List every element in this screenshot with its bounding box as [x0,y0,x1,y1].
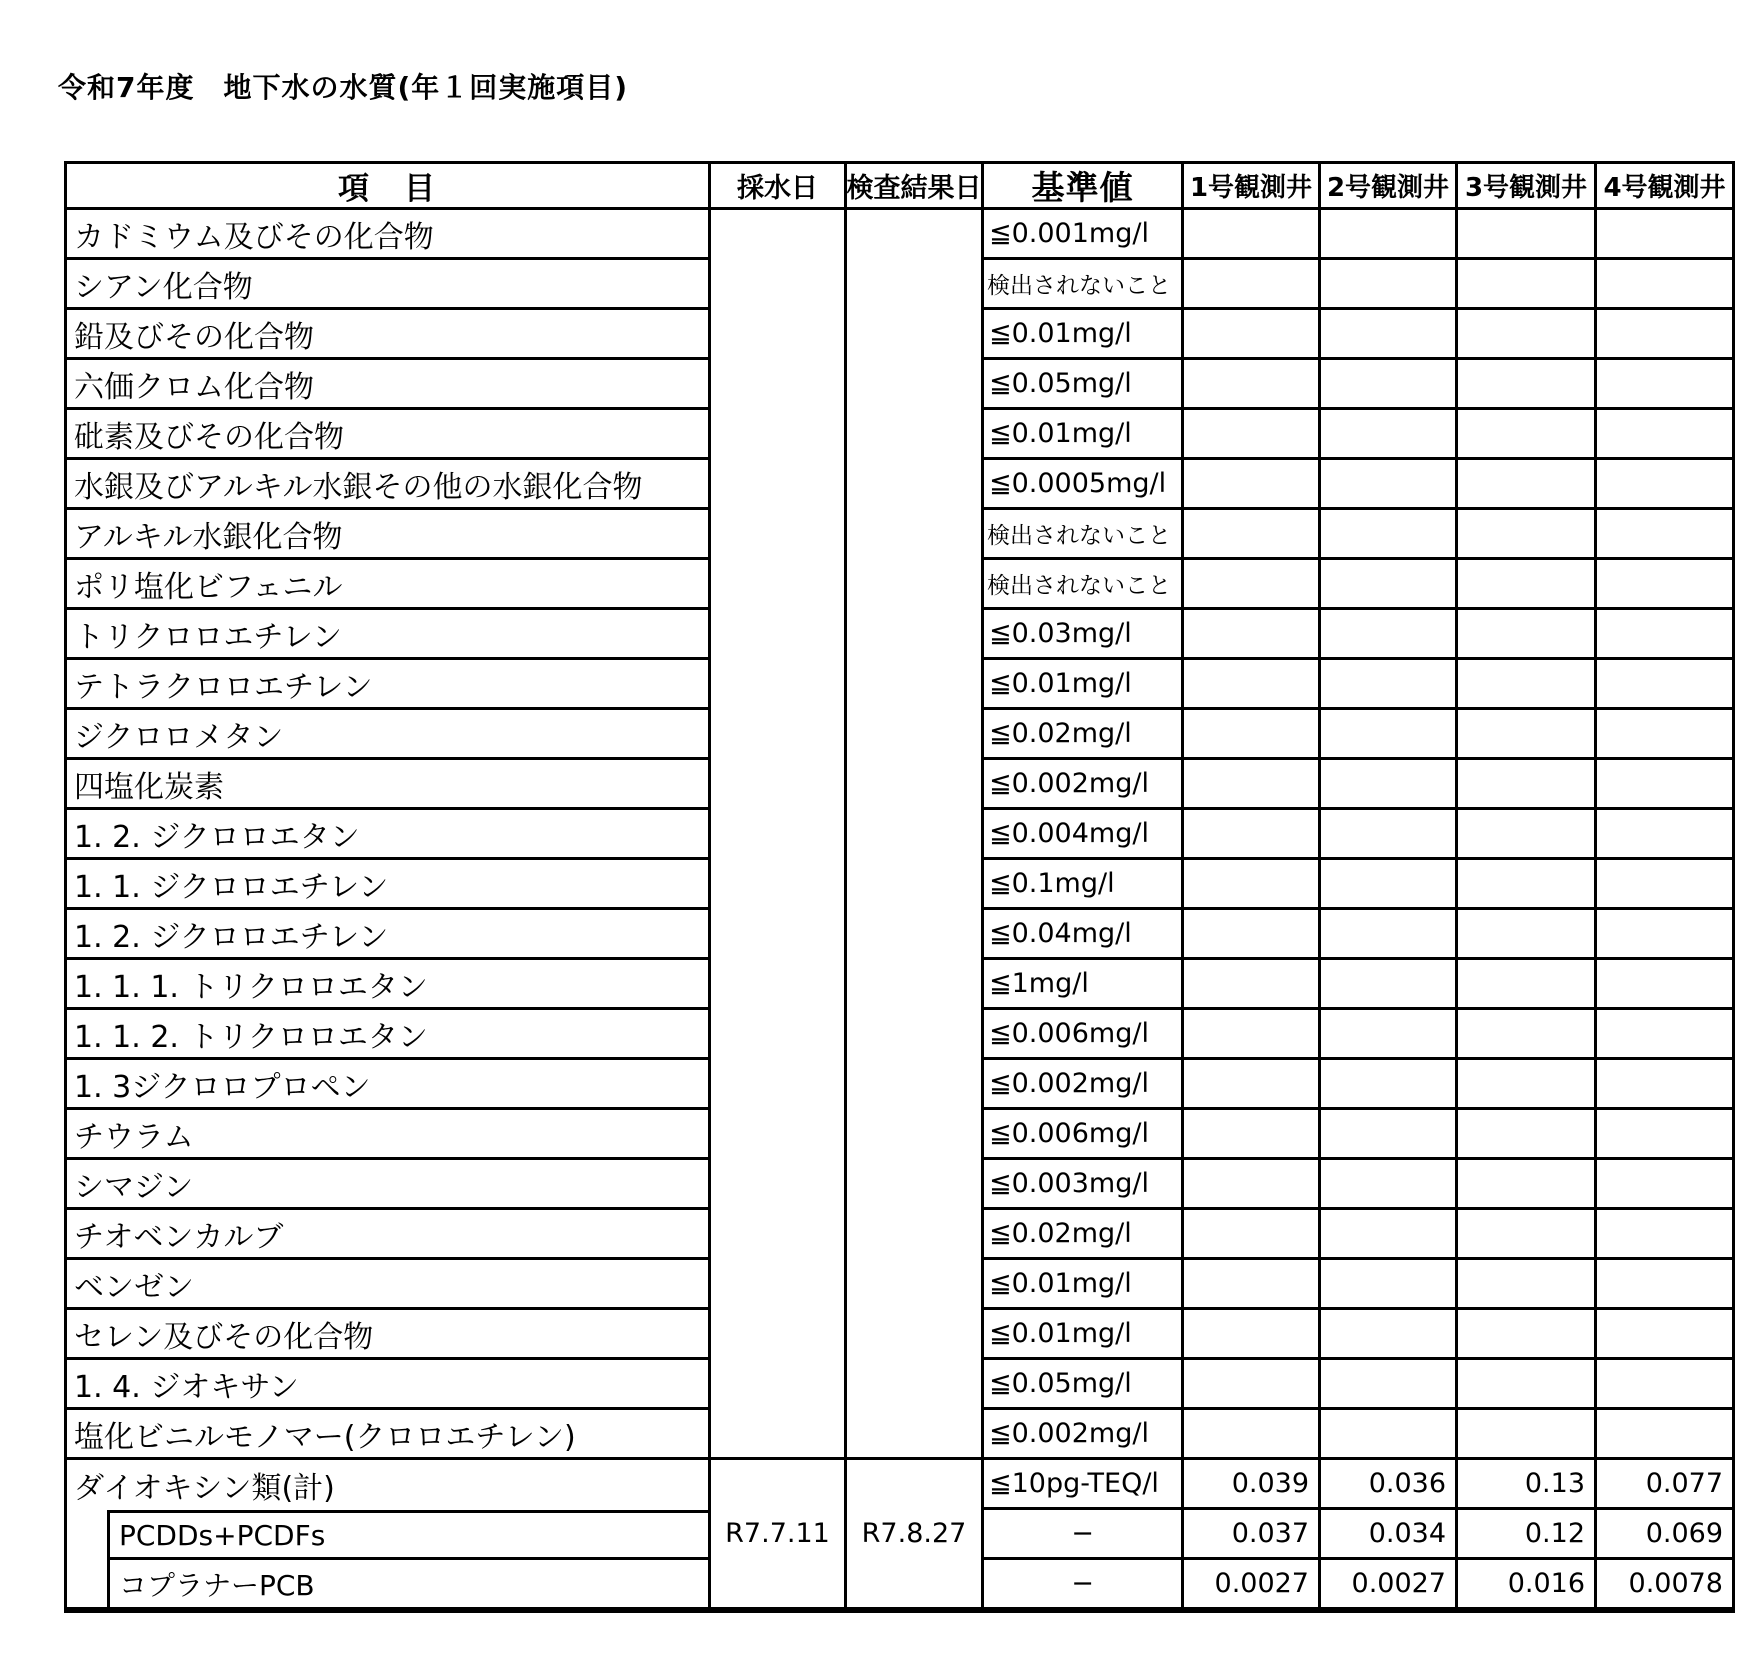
well-2-value [1321,960,1458,1010]
sub-item-name: PCDDs+PCDFs [110,1510,711,1560]
standard-value: ≦0.002mg/l [984,1060,1184,1110]
item-name: シアン化合物 [67,260,711,310]
item-name: 1. 3ジクロロプロペン [67,1060,711,1110]
well-1-value [1184,610,1321,660]
well-3-value [1458,1410,1597,1460]
well-1-value [1184,1210,1321,1260]
standard-value: ≦0.1mg/l [984,860,1184,910]
well-1-value [1184,910,1321,960]
well-1-value [1184,1360,1321,1410]
well-2-value [1321,410,1458,460]
well-3-value [1458,560,1597,610]
well-3-value [1458,760,1597,810]
standard-value: ≦0.05mg/l [984,360,1184,410]
water-quality-table [64,161,1735,1613]
well-1-value [1184,860,1321,910]
standard-value: ≦0.05mg/l [984,1360,1184,1410]
well-4-value [1597,460,1732,510]
well-3-value [1458,210,1597,260]
col-header-well-3: 3号観測井 [1458,164,1597,210]
well-2-value [1321,1160,1458,1210]
well-3-value [1458,1010,1597,1060]
well-4-value [1597,810,1732,860]
well-1-value [1184,1160,1321,1210]
well-4-value [1597,560,1732,610]
well-4-value: 0.0078 [1597,1560,1732,1610]
standard-value: 検出されないこと [984,260,1184,310]
standard-value: ≦0.0005mg/l [984,460,1184,510]
well-2-value [1321,660,1458,710]
well-3-value: 0.016 [1458,1560,1597,1610]
standard-value: ≦0.01mg/l [984,410,1184,460]
item-name: ポリ塩化ビフェニル [67,560,711,610]
well-4-value [1597,1160,1732,1210]
well-4-value: 0.069 [1597,1510,1732,1560]
item-name: カドミウム及びその化合物 [67,210,711,260]
well-2-value [1321,760,1458,810]
standard-value: ≦0.02mg/l [984,710,1184,760]
item-name: トリクロロエチレン [67,610,711,660]
well-2-value [1321,210,1458,260]
well-4-value [1597,760,1732,810]
item-name: 1. 1. 1. トリクロロエタン [67,960,711,1010]
well-1-value [1184,960,1321,1010]
standard-value: ≦0.02mg/l [984,1210,1184,1260]
col-header-sampling-date: 採水日 [711,164,847,210]
well-1-value [1184,1010,1321,1060]
well-1-value [1184,1260,1321,1310]
well-1-value [1184,1310,1321,1360]
well-2-value [1321,560,1458,610]
well-2-value [1321,1260,1458,1310]
well-3-value: 0.13 [1458,1460,1597,1510]
dioxin-indent-cell [67,1510,110,1610]
item-name: 四塩化炭素 [67,760,711,810]
well-1-value [1184,210,1321,260]
well-3-value [1458,1360,1597,1410]
well-2-value [1321,510,1458,560]
well-1-value [1184,360,1321,410]
well-1-value [1184,660,1321,710]
well-4-value [1597,510,1732,560]
well-2-value [1321,310,1458,360]
well-2-value [1321,860,1458,910]
well-3-value [1458,660,1597,710]
well-1-value: 0.039 [1184,1460,1321,1510]
result-date-cell [847,210,984,1460]
item-name: シマジン [67,1160,711,1210]
col-header-well-4: 4号観測井 [1597,164,1732,210]
well-4-value [1597,1360,1732,1410]
well-3-value [1458,610,1597,660]
well-2-value [1321,1060,1458,1110]
well-1-value [1184,460,1321,510]
standard-value: ≦10pg-TEQ/l [984,1460,1184,1510]
well-3-value [1458,360,1597,410]
well-2-value: 0.0027 [1321,1560,1458,1610]
standard-value: ≦0.002mg/l [984,1410,1184,1460]
well-4-value [1597,1110,1732,1160]
well-1-value [1184,560,1321,610]
well-3-value [1458,510,1597,560]
result-date-value: R7.8.27 [847,1460,984,1610]
well-2-value [1321,260,1458,310]
item-name: 1. 2. ジクロロエタン [67,810,711,860]
well-4-value [1597,260,1732,310]
well-3-value [1458,710,1597,760]
well-1-value [1184,260,1321,310]
well-1-value [1184,810,1321,860]
well-1-value [1184,510,1321,560]
sub-item-name: コプラナーPCB [110,1560,711,1610]
item-name: 1. 2. ジクロロエチレン [67,910,711,960]
well-2-value [1321,1010,1458,1060]
standard-value: 検出されないこと [984,560,1184,610]
standard-value: ≦0.01mg/l [984,310,1184,360]
standard-value: ≦0.003mg/l [984,1160,1184,1210]
well-3-value [1458,410,1597,460]
well-3-value [1458,910,1597,960]
standard-value: ≦0.03mg/l [984,610,1184,660]
well-2-value [1321,1210,1458,1260]
well-2-value: 0.036 [1321,1460,1458,1510]
standard-value: ≦0.004mg/l [984,810,1184,860]
well-1-value: 0.037 [1184,1510,1321,1560]
well-4-value [1597,860,1732,910]
standard-value: ≦0.01mg/l [984,1260,1184,1310]
well-4-value [1597,610,1732,660]
standard-value: − [984,1560,1184,1610]
well-3-value [1458,310,1597,360]
well-4-value [1597,960,1732,1010]
well-4-value [1597,710,1732,760]
item-name: チウラム [67,1110,711,1160]
well-2-value [1321,810,1458,860]
standard-value: ≦0.01mg/l [984,1310,1184,1360]
item-name-dioxin-total: ダイオキシン類(計) [67,1460,711,1510]
col-header-result-date: 検査結果日 [847,164,984,210]
item-name: 砒素及びその化合物 [67,410,711,460]
well-1-value [1184,1410,1321,1460]
well-3-value [1458,1160,1597,1210]
well-4-value [1597,1410,1732,1460]
well-2-value: 0.034 [1321,1510,1458,1560]
well-4-value [1597,1060,1732,1110]
standard-value: ≦0.006mg/l [984,1010,1184,1060]
col-header-well-1: 1号観測井 [1184,164,1321,210]
item-name: 塩化ビニルモノマー(クロロエチレン) [67,1410,711,1460]
item-name: 1. 1. ジクロロエチレン [67,860,711,910]
well-2-value [1321,1110,1458,1160]
well-4-value [1597,660,1732,710]
item-name: アルキル水銀化合物 [67,510,711,560]
well-2-value [1321,1360,1458,1410]
well-1-value [1184,710,1321,760]
well-2-value [1321,910,1458,960]
well-1-value [1184,1060,1321,1110]
well-4-value [1597,360,1732,410]
page-title: 令和7年度 地下水の水質(年１回実施項目) [58,71,629,104]
well-3-value [1458,810,1597,860]
well-2-value [1321,610,1458,660]
well-3-value [1458,1060,1597,1110]
well-4-value: 0.077 [1597,1460,1732,1510]
standard-value: ≦1mg/l [984,960,1184,1010]
well-3-value [1458,860,1597,910]
well-4-value [1597,210,1732,260]
well-2-value [1321,710,1458,760]
standard-value: ≦0.006mg/l [984,1110,1184,1160]
well-3-value [1458,1110,1597,1160]
well-3-value [1458,1260,1597,1310]
item-name: 水銀及びアルキル水銀その他の水銀化合物 [67,460,711,510]
col-header-standard: 基準値 [984,164,1184,210]
well-3-value [1458,260,1597,310]
well-4-value [1597,1260,1732,1310]
sampling-date-value: R7.7.11 [711,1460,847,1610]
item-name: ベンゼン [67,1260,711,1310]
well-4-value [1597,1310,1732,1360]
well-3-value [1458,1310,1597,1360]
well-1-value [1184,310,1321,360]
well-4-value [1597,310,1732,360]
standard-value: ≦0.04mg/l [984,910,1184,960]
well-2-value [1321,460,1458,510]
well-3-value [1458,1210,1597,1260]
well-4-value [1597,1210,1732,1260]
standard-value: ≦0.002mg/l [984,760,1184,810]
well-2-value [1321,1310,1458,1360]
item-name: テトラクロロエチレン [67,660,711,710]
sampling-date-cell [711,210,847,1460]
well-1-value [1184,410,1321,460]
well-1-value [1184,1110,1321,1160]
col-header-well-2: 2号観測井 [1321,164,1458,210]
item-name: 六価クロム化合物 [67,360,711,410]
well-3-value [1458,460,1597,510]
standard-value: 検出されないこと [984,510,1184,560]
standard-value: ≦0.01mg/l [984,660,1184,710]
well-2-value [1321,360,1458,410]
item-name: ジクロロメタン [67,710,711,760]
well-4-value [1597,410,1732,460]
well-1-value: 0.0027 [1184,1560,1321,1610]
well-3-value [1458,960,1597,1010]
well-4-value [1597,1010,1732,1060]
item-name: セレン及びその化合物 [67,1310,711,1360]
item-name: 1. 1. 2. トリクロロエタン [67,1010,711,1060]
well-1-value [1184,760,1321,810]
item-name: 鉛及びその化合物 [67,310,711,360]
col-header-item: 項 目 [67,164,711,210]
standard-value: ≦0.001mg/l [984,210,1184,260]
item-name: 1. 4. ジオキサン [67,1360,711,1410]
well-2-value [1321,1410,1458,1460]
standard-value: − [984,1510,1184,1560]
well-4-value [1597,910,1732,960]
well-3-value: 0.12 [1458,1510,1597,1560]
item-name: チオベンカルブ [67,1210,711,1260]
